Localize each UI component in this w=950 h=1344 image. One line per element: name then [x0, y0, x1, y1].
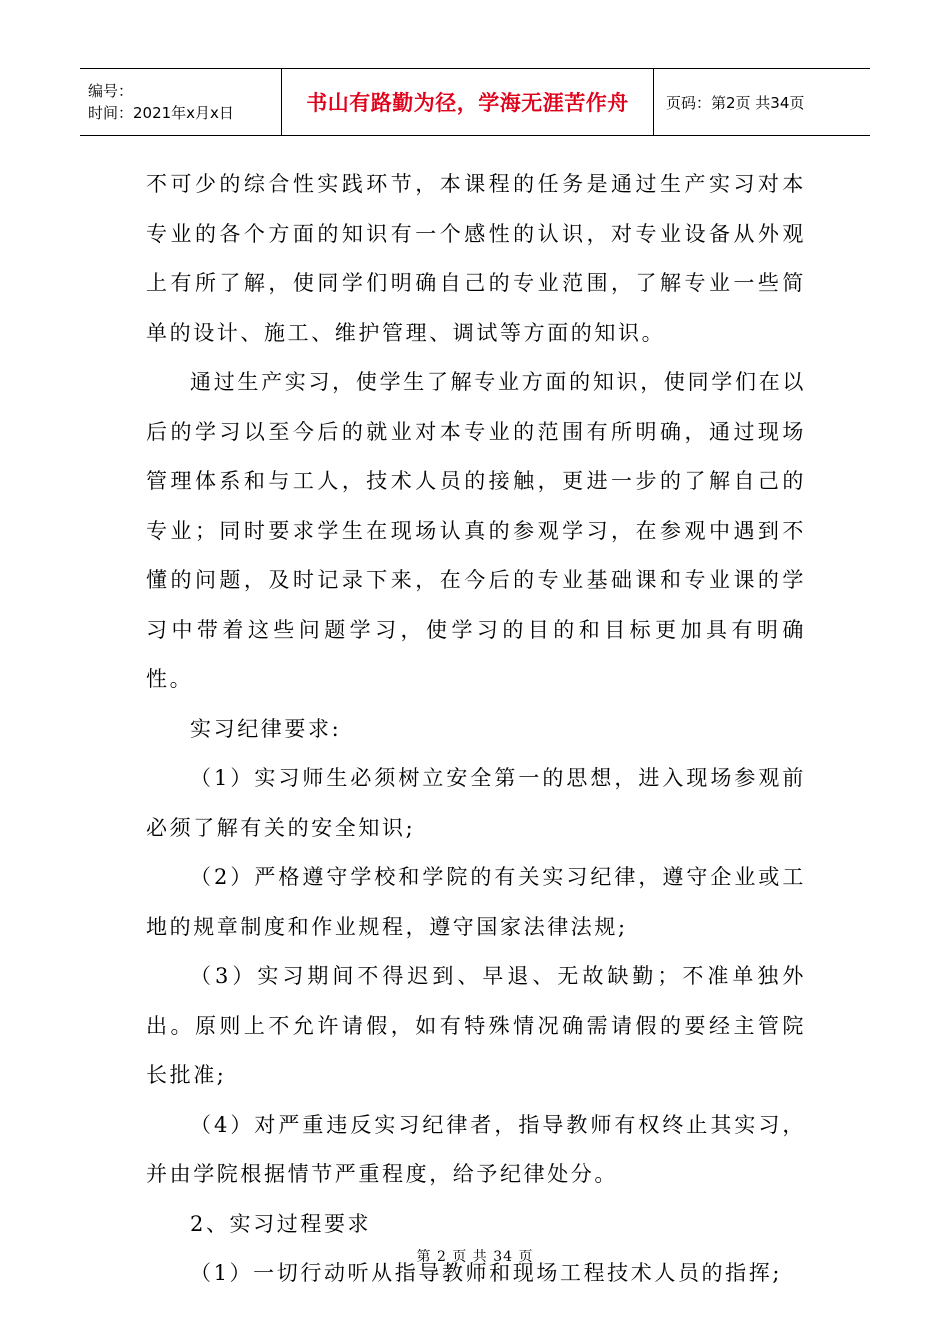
- paragraph: 不可少的综合性实践环节，本课程的任务是通过生产实习对本专业的各个方面的知识有一个感性的认识，对专业设备从外观上有所了解，使同学们明确自己的专业范围，了解专业一些简单的设计、施工、维护管理、调试等方面的知识。: [146, 172, 806, 345]
- header-motto-cell: [282, 69, 654, 135]
- header-motto: 书山有路勤为径，学海无涯苦作舟: [306, 91, 629, 115]
- document-body: [146, 160, 806, 1299]
- page-footer: 第 2 页 共 34 页: [416, 1249, 534, 1265]
- header-meta: [80, 69, 282, 135]
- section-heading: 实习纪律要求:: [190, 716, 342, 741]
- list-item: （4）对严重违反实习纪律者，指导教师有权终止其实习，并由学院根据情节严重程度，给予纪律处分。: [146, 1112, 806, 1186]
- list-item: （1）一切行动听从指导教师和现场工程技术人员的指挥;: [190, 1261, 783, 1285]
- date-label: 时间：2021年x月x日: [88, 104, 234, 122]
- page-header: [80, 68, 870, 136]
- header-page-info-cell: [654, 69, 870, 135]
- list-item: （3）实习期间不得迟到、早退、无故缺勤；不准单独外出。原则上不允许请假，如有特殊情况确需请假的要经主管院长批准;: [146, 964, 806, 1087]
- list-item: （2）严格遵守学校和学院的有关实习纪律，遵守企业或工地的规章制度和作业规程，遵守国家法律法规;: [146, 865, 806, 939]
- section-heading: 2、实习过程要求: [190, 1211, 372, 1236]
- list-item: （1）实习师生必须树立安全第一的思想，进入现场参观前必须了解有关的安全知识;: [146, 766, 806, 840]
- code-label: 编号：: [88, 82, 134, 100]
- paragraph: 通过生产实习，使学生了解专业方面的知识，使同学们在以后的学习以至今后的就业对本专业的范围有所明确，通过现场管理体系和与工人，技术人员的接触，更进一步的了解自己的专业；同时要求学生在现场认真的参观学习，在参观中遇到不懂的问题，及时记录下来，在今后的专业基础课和专业课的学习中带着这些问题学习，使学习的目的和目标更加具有明确性。: [146, 370, 806, 691]
- header-page-info: 页码：第2页 共34页: [666, 93, 805, 112]
